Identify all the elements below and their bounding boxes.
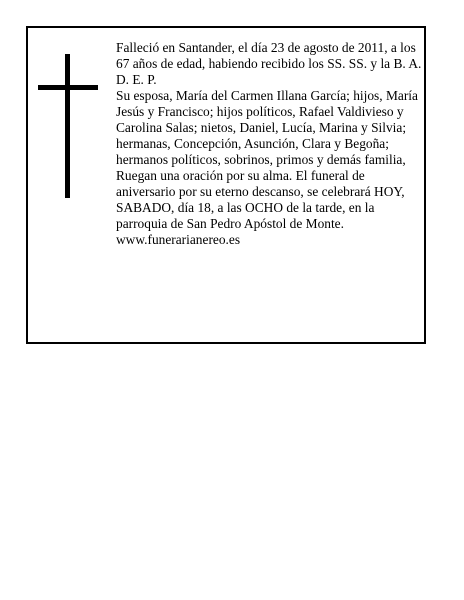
cross-icon: [38, 54, 98, 198]
cross-horizontal-bar: [38, 85, 98, 90]
obituary-notice: [26, 26, 426, 344]
death-announcement: Falleció en Santander, el día 23 de agosto de 2011, a los 67 años de edad, habiendo recibido los SS. SS. y la B. A.: [116, 40, 422, 71]
family-paragraph: Su esposa, María del Carmen Illana García; hijos, María Jesús y Francisco; hijos políticos, Rafael Valdivieso y Carolina Salas; nietos, Daniel, Lucía, Marina y Silvia; hermanas, Concepción, Asunción, Clara y Begoña; hermanos políticos, sobrinos, primos y demás familia,: [116, 88, 418, 167]
funeral-request: Ruegan una oración por su alma. El funeral de aniversario por su eterno descanso, se celebrará HOY, SABADO, día 18, a las OCHO de la tarde, en la parroquia de San Pedro Apóstol de Monte.: [116, 168, 405, 231]
notice-text: [116, 40, 422, 248]
rip-line: D. E. P.: [116, 72, 157, 87]
cross-vertical-bar: [65, 54, 70, 198]
funeral-home-website: www.funerarianereo.es: [116, 232, 241, 247]
